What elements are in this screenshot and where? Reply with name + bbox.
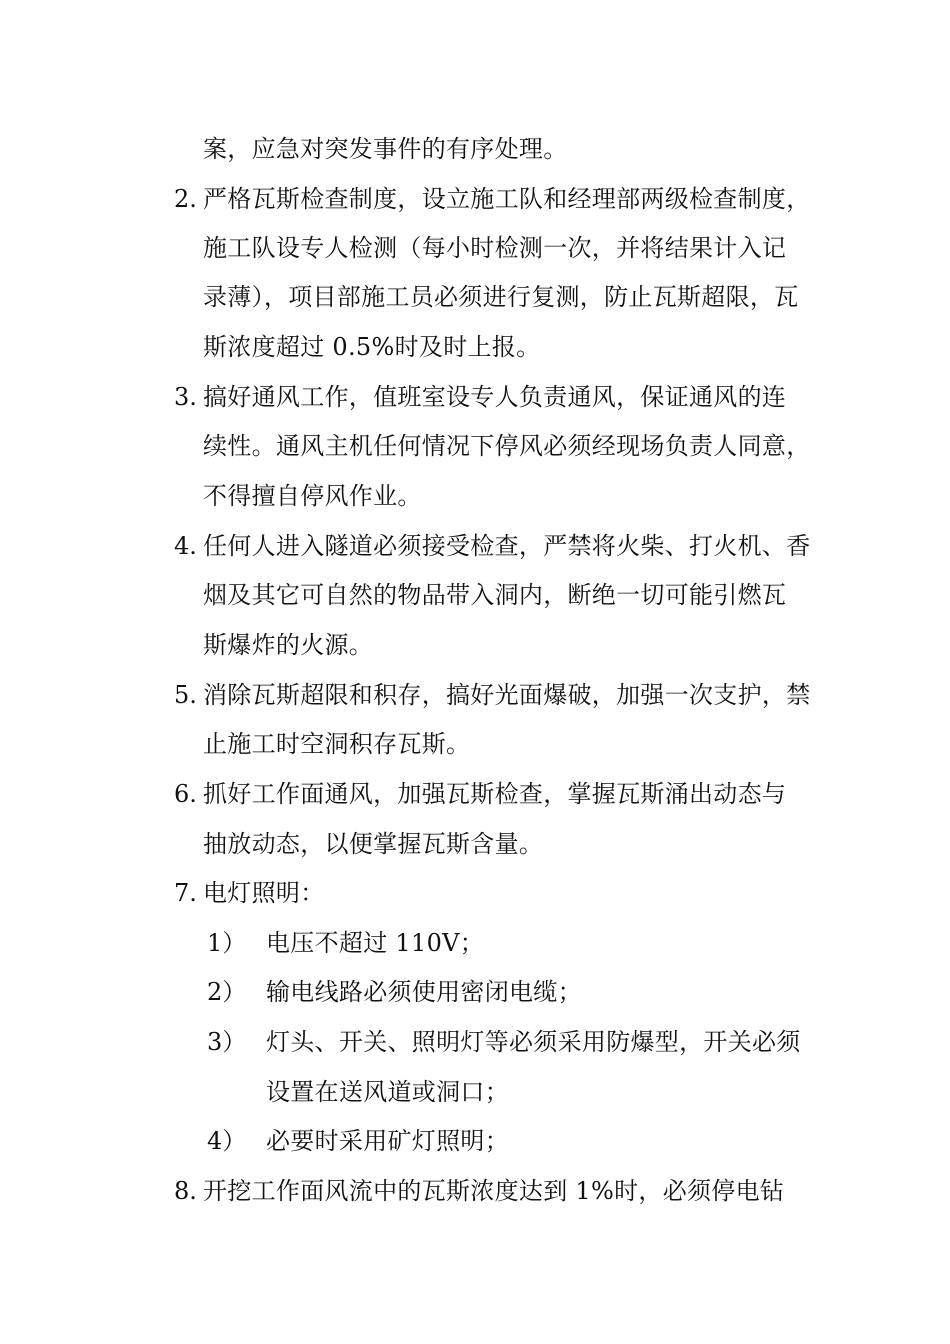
sub-item-text-line: 输电线路必须使用密闭电缆； <box>266 978 582 1006</box>
item-text-line: 抽放动态，以便掌握瓦斯含量。 <box>203 830 544 858</box>
item-number: 5. <box>174 681 197 709</box>
item-number: 7. <box>174 879 197 907</box>
item-number: 6. <box>174 780 197 808</box>
item-text-line: 电灯照明： <box>203 879 325 907</box>
item-text-line: 任何人进入隧道必须接受检查，严禁将火柴、打火机、香 <box>203 532 811 560</box>
item-number: 2. <box>174 185 197 213</box>
sub-item-text-line: 设置在送风道或洞口； <box>266 1078 509 1106</box>
sub-item-text-line: 电压不超过 110V； <box>266 929 485 957</box>
sub-item-number: 4） <box>207 1127 247 1155</box>
item-number: 4. <box>174 532 197 560</box>
item-text-line: 消除瓦斯超限和积存，搞好光面爆破，加强一次支护，禁 <box>203 681 811 709</box>
sub-item-number: 3） <box>207 1028 247 1056</box>
item-text-line: 搞好通风工作，值班室设专人负责通风，保证通风的连 <box>203 383 787 411</box>
item-text-line: 严格瓦斯检查制度，设立施工队和经理部两级检查制度， <box>203 185 811 213</box>
item-text-line: 斯浓度超过 0.5%时及时上报。 <box>203 333 541 361</box>
continuation-line: 案，应急对突发事件的有序处理。 <box>203 135 568 163</box>
item-text-line: 止施工时空洞积存瓦斯。 <box>203 730 471 758</box>
item-text-line: 开挖工作面风流中的瓦斯浓度达到 1%时，必须停电钻 <box>203 1177 785 1205</box>
item-text-line: 不得擅自停风作业。 <box>203 482 422 510</box>
item-text-line: 施工队设专人检测（每小时检测一次，并将结果计入记 <box>203 234 787 262</box>
item-text-line: 录薄），项目部施工员必须进行复测，防止瓦斯超限，瓦 <box>203 283 799 311</box>
item-number: 3. <box>174 383 197 411</box>
item-text-line: 烟及其它可自然的物品带入洞内，断绝一切可能引燃瓦 <box>203 581 787 609</box>
sub-item-number: 1） <box>207 929 247 957</box>
item-text-line: 斯爆炸的火源。 <box>203 631 374 659</box>
sub-item-text-line: 灯头、开关、照明灯等必须采用防爆型，开关必须 <box>266 1028 801 1056</box>
sub-item-number: 2） <box>207 978 247 1006</box>
item-text-line: 抓好工作面通风，加强瓦斯检查，掌握瓦斯涌出动态与 <box>203 780 787 808</box>
item-number: 8. <box>174 1177 197 1205</box>
sub-item-text-line: 必要时采用矿灯照明； <box>266 1127 509 1155</box>
item-text-line: 续性。通风主机任何情况下停风必须经现场负责人同意， <box>203 432 811 460</box>
